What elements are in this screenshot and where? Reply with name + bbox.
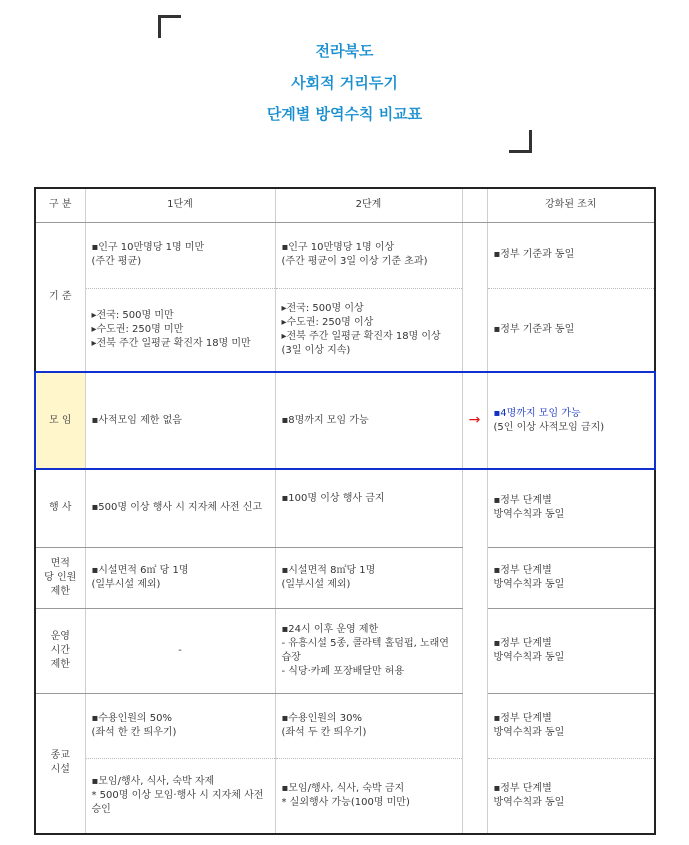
area-row bbox=[35, 547, 655, 608]
meeting-row bbox=[35, 372, 655, 469]
criteria-stage1-cases: ▸전국: 500명 미만 ▸수도권: 250명 미만 ▸전북 주간 일평균 확진자 18명 미만 bbox=[85, 288, 275, 372]
area-stage2: ▪시설면적 8㎡당 1명 (일부시설 제외) bbox=[275, 547, 462, 608]
header-stage1: 1단계 bbox=[85, 188, 275, 222]
criteria-stage2-cases: ▸전국: 500명 이상 ▸수도권: 250명 이상 ▸전북 주간 일평균 확진자 18명 이상 (3일 이상 지속) bbox=[275, 288, 462, 372]
criteria-row-2 bbox=[35, 288, 655, 372]
criteria-strengthened-1: ▪정부 기준과 동일 bbox=[487, 222, 655, 288]
criteria-row-1 bbox=[35, 222, 655, 288]
area-stage1: ▪시설면적 6㎡ 당 1명 (일부시설 제외) bbox=[85, 547, 275, 608]
lower-arrow-column bbox=[462, 469, 487, 834]
title-document: 단계별 방역수칙 비교표 bbox=[266, 105, 423, 123]
comparison-table-container bbox=[34, 187, 654, 833]
comparison-table bbox=[34, 187, 656, 835]
criteria-stage2-population: ▪인구 10만명당 1명 이상 (주간 평균이 3일 이상 기준 초과) bbox=[275, 222, 462, 288]
meeting-strengthened-sub: (5인 이상 사적모임 금지) bbox=[493, 421, 605, 433]
criteria-strengthened-2: ▪정부 기준과 동일 bbox=[487, 288, 655, 372]
religion-row-2 bbox=[35, 758, 655, 834]
religion-strengthened-2: ▪정부 단계별 방역수칙과 동일 bbox=[487, 758, 655, 834]
hours-stage2: ▪24시 이후 운영 제한 - 유흥시설 5종, 콜라텍 홀덤펍, 노래연습장 - 식당·카페 포장배달만 허용 bbox=[275, 608, 462, 693]
event-strengthened: ▪정부 단계별 방역수칙과 동일 bbox=[487, 469, 655, 547]
category-meeting: 모 임 bbox=[35, 372, 85, 469]
meeting-stage1: ▪사적모임 제한 없음 bbox=[85, 372, 275, 469]
header-strengthened: 강화된 조치 bbox=[487, 188, 655, 222]
bottom-right-corner-bracket bbox=[509, 130, 532, 153]
religion-stage2-gatherings: ▪모임/행사, 식사, 숙박 금지 * 실외행사 가능(100명 미만) bbox=[275, 758, 462, 834]
red-arrow-icon: → bbox=[468, 411, 481, 428]
category-event: 행 사 bbox=[35, 469, 85, 547]
top-left-corner-bracket bbox=[158, 15, 181, 38]
category-criteria: 기 준 bbox=[35, 222, 85, 372]
title-province: 전라북도 bbox=[315, 42, 374, 60]
criteria-stage1-population: ▪인구 10만명당 1명 미만 (주간 평균) bbox=[85, 222, 275, 288]
category-area-limit: 면적 당 인원 제한 bbox=[35, 547, 85, 608]
category-hours-limit: 운영 시간 제한 bbox=[35, 608, 85, 693]
meeting-arrow-cell bbox=[462, 372, 487, 469]
title-topic: 사회적 거리두기 bbox=[291, 74, 398, 92]
religion-strengthened-1: ▪정부 단계별 방역수칙과 동일 bbox=[487, 693, 655, 758]
area-strengthened: ▪정부 단계별 방역수칙과 동일 bbox=[487, 547, 655, 608]
event-stage1: ▪500명 이상 행사 시 지자체 사전 신고 bbox=[85, 469, 275, 547]
hours-strengthened: ▪정부 단계별 방역수칙과 동일 bbox=[487, 608, 655, 693]
header-row bbox=[35, 188, 655, 222]
event-stage2: ▪100명 이상 행사 금지 bbox=[275, 469, 462, 547]
category-religion: 종교 시설 bbox=[35, 693, 85, 834]
criteria-arrow-cell bbox=[462, 222, 487, 372]
religion-stage1-gatherings: ▪모임/행사, 식사, 숙박 자제 * 500명 이상 모임·행사 시 지자체 사전 승인 bbox=[85, 758, 275, 834]
religion-stage1-capacity: ▪수용인원의 50% (좌석 한 칸 띄우기) bbox=[85, 693, 275, 758]
header-category: 구 분 bbox=[35, 188, 85, 222]
header-arrow-spacer bbox=[462, 188, 487, 222]
event-row bbox=[35, 469, 655, 547]
meeting-stage2: ▪8명까지 모임 가능 bbox=[275, 372, 462, 469]
religion-stage2-capacity: ▪수용인원의 30% (좌석 두 칸 띄우기) bbox=[275, 693, 462, 758]
meeting-strengthened-main: ▪4명까지 모임 가능 bbox=[493, 407, 581, 419]
hours-row bbox=[35, 608, 655, 693]
header-stage2: 2단계 bbox=[275, 188, 462, 222]
hours-stage1: - bbox=[85, 608, 275, 693]
religion-row-1 bbox=[35, 693, 655, 758]
meeting-strengthened bbox=[487, 372, 655, 469]
